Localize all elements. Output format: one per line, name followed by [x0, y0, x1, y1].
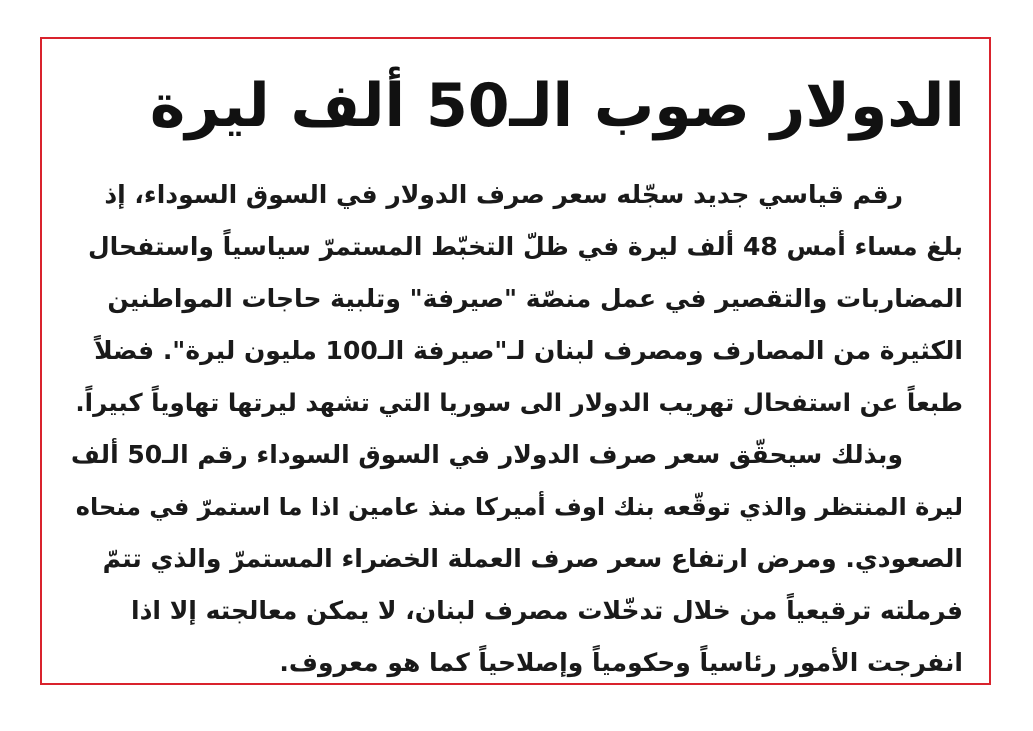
article-body [63, 169, 963, 689]
body-line: الصعودي. ومرض ارتفاع سعر صرف العملة الخضراء المستمرّ والذي تتمّ [102, 544, 963, 573]
body-line: الكثيرة من المصارف ومصرف لبنان لـ"صيرفة الـ100 مليون ليرة". فضلاً [94, 336, 963, 365]
article-headline: الدولار صوب الـ50 ألف ليرة [149, 71, 965, 141]
body-line: انفرجت الأمور رئاسياً وحكومياً وإصلاحياً كما هو معروف. [279, 648, 963, 677]
body-line: طبعاً عن استفحال تهريب الدولار الى سوريا التي تشهد ليرتها تهاوياً كبيراً. [75, 388, 963, 417]
body-line: رقم قياسي جديد سجّله سعر صرف الدولار في السوق السوداء، إذ [104, 180, 903, 209]
body-line: وبذلك سيحقّق سعر صرف الدولار في السوق السوداء رقم الـ50 ألف [70, 440, 903, 469]
body-line: فرملته ترقيعياً من خلال تدخّلات مصرف لبنان، لا يمكن معالجته إلا اذا [131, 596, 963, 625]
body-line: المضاربات والتقصير في عمل منصّة "صيرفة" وتلبية حاجات المواطنين [107, 284, 963, 313]
article-frame [40, 37, 991, 685]
body-line: بلغ مساء أمس 48 ألف ليرة في ظلّ التخبّط المستمرّ سياسياً واستفحال [87, 232, 963, 261]
body-line: ليرة المنتظر والذي توقّعه بنك اوف أميركا منذ عامين اذا ما استمرّ في منحاه [75, 493, 963, 521]
